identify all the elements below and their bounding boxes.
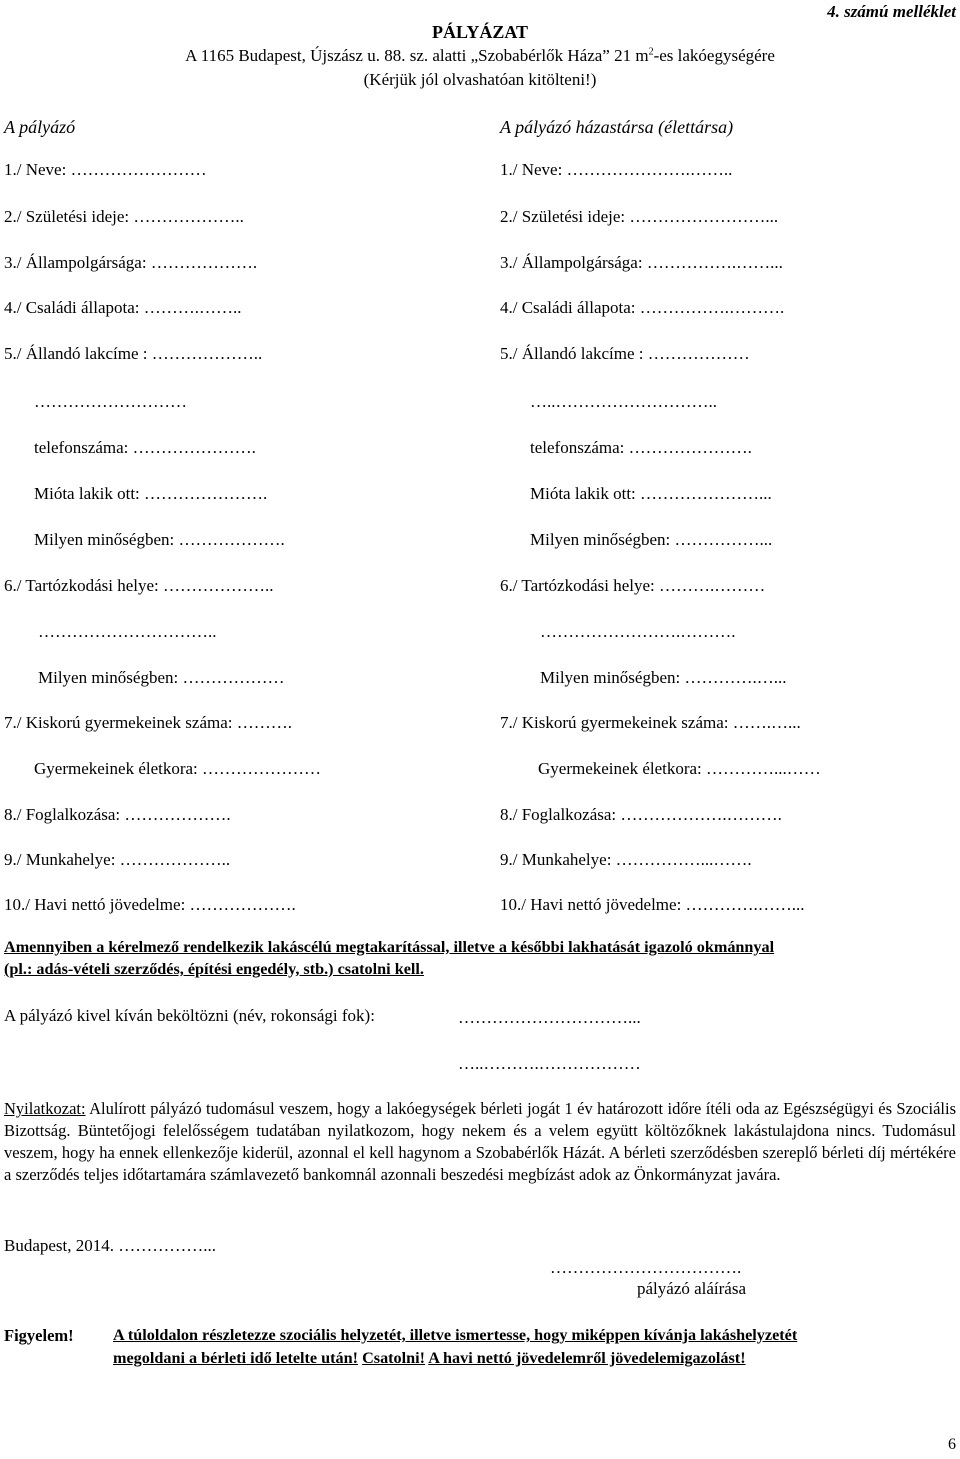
warning-text-part2: Csatolni! <box>362 1349 426 1367</box>
applicant-heading: A pályázó <box>4 117 76 137</box>
warning-label: Figyelem! <box>4 1326 74 1345</box>
warning-text-part1: megoldani a bérleti idő letelte után! <box>113 1349 359 1367</box>
page-number: 6 <box>948 1436 956 1453</box>
applicant-occupation-field[interactable]: 8./ Foglalkozása: ………………. <box>4 805 231 824</box>
applicant-address-continued[interactable]: ……………………… <box>34 392 187 411</box>
declaration-paragraph <box>4 1098 956 1186</box>
applicant-since-field[interactable]: Mióta lakik ott: …………………. <box>34 484 268 503</box>
applicant-address-field[interactable]: 5./ Állandó lakcíme : ……………….. <box>4 344 263 363</box>
spouse-marital-field[interactable]: 4./ Családi állapota: …………….………. <box>500 298 785 317</box>
declaration-text: Alulírott pályázó tudomásul veszem, hogy a lakóegységek bérleti jogát 1 év határozott időre ítéli oda az Egészségügyi és Szociális Bizottság. Büntetőjogi felelősségem tudatában nyilatkozom, hogy nekem és a velem együtt költözőknek lakástulajdona nincs. Tudomásul veszem, hogy ha ennek ellenkezője kiderül, azonnal el kell hagynom a Szobabérlők Házát. A bérleti szerződésben szereplő bérleti díj mértékére a szerződés teljes időtartamára számlavezető bankomnál azonnali beszedési megbízást adok az Önkormányzat javára. <box>4 1099 956 1184</box>
spouse-heading: A pályázó házastársa (élettársa) <box>500 117 734 137</box>
spouse-residence-field[interactable]: 6./ Tartózkodási helye: ……….……… <box>500 576 766 595</box>
applicant-quality-field[interactable]: Milyen minőségben: ………………. <box>34 530 285 549</box>
fill-note: (Kérjük jól olvashatóan kitölteni!) <box>363 70 597 89</box>
subtitle-text: A 1165 Budapest, Újszász u. 88. sz. alatti „Szobabérlők Háza” 21 m <box>185 46 649 65</box>
movein-field-continued[interactable]: …..……….……………… <box>458 1054 641 1073</box>
applicant-residence-field[interactable]: 6./ Tartózkodási helye: ……………….. <box>4 576 274 595</box>
movein-label: A pályázó kivel kíván beköltözni (név, rokonsági fok): <box>4 1006 375 1025</box>
applicant-workplace-field[interactable]: 9./ Munkahelye: ……………….. <box>4 850 231 869</box>
declaration-label: Nyilatkozat: <box>4 1099 86 1118</box>
applicant-citizenship-field[interactable]: 3./ Állampolgársága: ………………. <box>4 253 258 272</box>
spouse-children-ages-field[interactable]: Gyermekeinek életkora: …………...…… <box>538 759 821 778</box>
applicant-name-field[interactable]: 1./ Neve: …………………… <box>4 160 207 179</box>
applicant-phone-field[interactable]: telefonszáma: …………………. <box>34 438 256 457</box>
applicant-residence-continued[interactable]: ………………………….. <box>38 622 217 641</box>
applicant-children-ages-field[interactable]: Gyermekeinek életkora: ………………… <box>34 759 322 778</box>
applicant-children-count-field[interactable]: 7./ Kiskorú gyermekeinek száma: ………. <box>4 713 292 732</box>
spouse-income-field[interactable]: 10./ Havi nettó jövedelme: ………….……... <box>500 895 805 914</box>
savings-notice-line2: (pl.: adás-vételi szerződés, építési engedély, stb.) csatolni kell. <box>4 960 424 978</box>
subtitle-superscript: 2 <box>648 46 654 58</box>
spouse-since-field[interactable]: Mióta lakik ott: …………………... <box>530 484 772 503</box>
warning-text-part3: A havi nettó jövedelemről jövedelemigazolást! <box>428 1349 746 1367</box>
signature-line[interactable]: ……………………………. <box>550 1258 742 1277</box>
savings-notice-line1: Amennyiben a kérelmező rendelkezik lakáscélú megtakarítással, illetve a későbbi lakhatását igazoló okmánnyal <box>4 938 775 956</box>
spouse-residence-continued[interactable]: …………………….………. <box>540 622 736 641</box>
spouse-residence-quality-field[interactable]: Milyen minőségben: ………….…... <box>540 668 787 687</box>
spouse-occupation-field[interactable]: 8./ Foglalkozása: ……………….………. <box>500 805 782 824</box>
applicant-birthdate-field[interactable]: 2./ Születési ideje: ……………….. <box>4 207 244 226</box>
applicant-marital-field[interactable]: 4./ Családi állapota: ……….…….. <box>4 298 242 317</box>
applicant-income-field[interactable]: 10./ Havi nettó jövedelme: ………………. <box>4 895 296 914</box>
spouse-phone-field[interactable]: telefonszáma: …………………. <box>530 438 752 457</box>
spouse-citizenship-field[interactable]: 3./ Állampolgársága: …………….……... <box>500 253 783 272</box>
subtitle-suffix: -es lakóegységére <box>653 46 775 65</box>
spouse-address-field[interactable]: 5./ Állandó lakcíme : ……………… <box>500 344 750 363</box>
annex-label: 4. számú melléklet <box>827 2 956 21</box>
movein-field[interactable]: …………………………... <box>458 1008 641 1027</box>
subtitle <box>0 46 960 66</box>
spouse-children-count-field[interactable]: 7./ Kiskorú gyermekeinek száma: …….…... <box>500 713 801 732</box>
spouse-quality-field[interactable]: Milyen minőségben: ……………... <box>530 530 773 549</box>
warning-text-line2 <box>113 1349 746 1368</box>
signature-label: pályázó aláírása <box>637 1279 747 1298</box>
spouse-birthdate-field[interactable]: 2./ Születési ideje: ……………………... <box>500 207 779 226</box>
place-date-field[interactable]: Budapest, 2014. ……………... <box>4 1236 217 1255</box>
spouse-name-field[interactable]: 1./ Neve: ………………….…….. <box>500 160 733 179</box>
applicant-residence-quality-field[interactable]: Milyen minőségben: ……………… <box>38 668 285 687</box>
warning-text-line1: A túloldalon részletezze szociális helyzetét, illetve ismertesse, hogy miképpen kívánja lakáshelyzetét <box>113 1326 798 1344</box>
spouse-workplace-field[interactable]: 9./ Munkahelye: ……………...……. <box>500 850 752 869</box>
page-title: PÁLYÁZAT <box>431 22 529 42</box>
spouse-address-continued[interactable]: …..……………………….. <box>530 392 717 411</box>
